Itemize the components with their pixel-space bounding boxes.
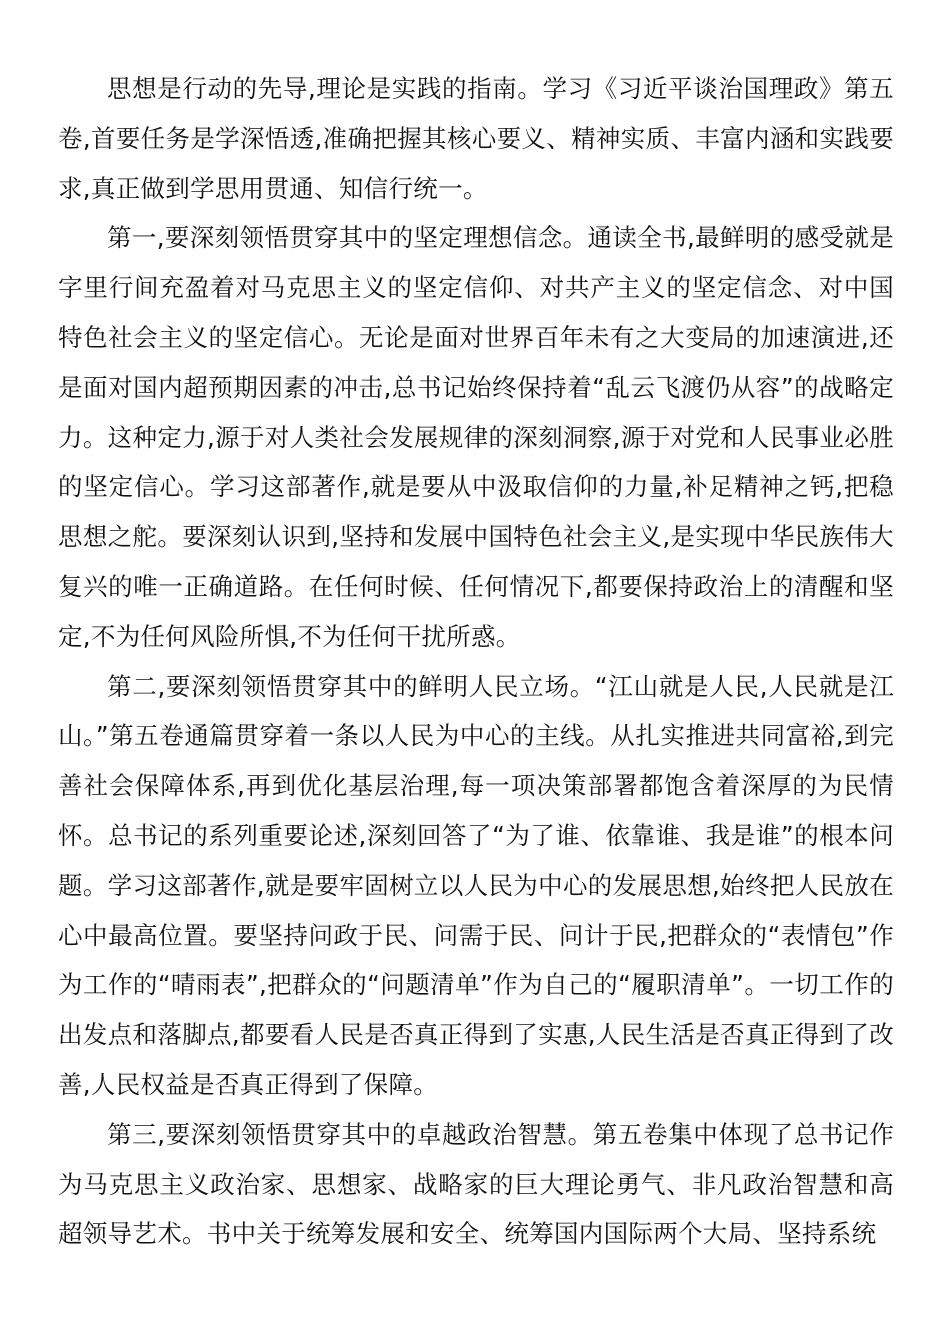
document-body xyxy=(58,64,894,1259)
paragraph-intro: 思想是行动的先导,理论是实践的指南。学习《习近平谈治国理政》第五卷,首要任务是学深悟透,准确把握其核心要义、精神实质、丰富内涵和实践要求,真正做到学思用贯通、知信行统一。 xyxy=(58,74,894,203)
paragraph-second-point: 第二,要深刻领悟贯穿其中的鲜明人民立场。“江山就是人民,人民就是江山。”第五卷通篇贯穿着一条以人民为中心的主线。从扎实推进共同富裕,到完善社会保障体系,再到优化基层治理,每一项决策部署都饱含着深厚的为民情怀。总书记的系列重要论述,深刻回答了“为了谁、依靠谁、我是谁”的根本问题。学习这部著作,就是要牢固树立以人民为中心的发展思想,始终把人民放在心中最高位置。要坚持问政于民、问需于民、问计于民,把群众的“表情包”作为工作的“晴雨表”,把群众的“问题清单”作为自己的“履职清单”。一切工作的出发点和落脚点,都要看人民是否真正得到了实惠,人民生活是否真正得到了改善,人民权益是否真正得到了保障。 xyxy=(58,671,894,1099)
paragraph-third-point: 第三,要深刻领悟贯穿其中的卓越政治智慧。第五卷集中体现了总书记作为马克思主义政治家、思想家、战略家的巨大理论勇气、非凡政治智慧和高超领导艺术。书中关于统筹发展和安全、统筹国内国际两个大局、坚持系统 xyxy=(58,1119,894,1249)
paragraph-first-point: 第一,要深刻领悟贯穿其中的坚定理想信念。通读全书,最鲜明的感受就是字里行间充盈着对马克思主义的坚定信仰、对共产主义的坚定信念、对中国特色社会主义的坚定信心。无论是面对世界百年未有之大变局的加速演进,还是面对国内超预期因素的冲击,总书记始终保持着“乱云飞渡仍从容”的战略定力。这种定力,源于对人类社会发展规律的深刻洞察,源于对党和人民事业必胜的坚定信心。学习这部著作,就是要从中汲取信仰的力量,补足精神之钙,把稳思想之舵。要深刻认识到,坚持和发展中国特色社会主义,是实现中华民族伟大复兴的唯一正确道路。在任何时候、任何情况下,都要保持政治上的清醒和坚定,不为任何风险所惧,不为任何干扰所惑。 xyxy=(58,223,894,651)
